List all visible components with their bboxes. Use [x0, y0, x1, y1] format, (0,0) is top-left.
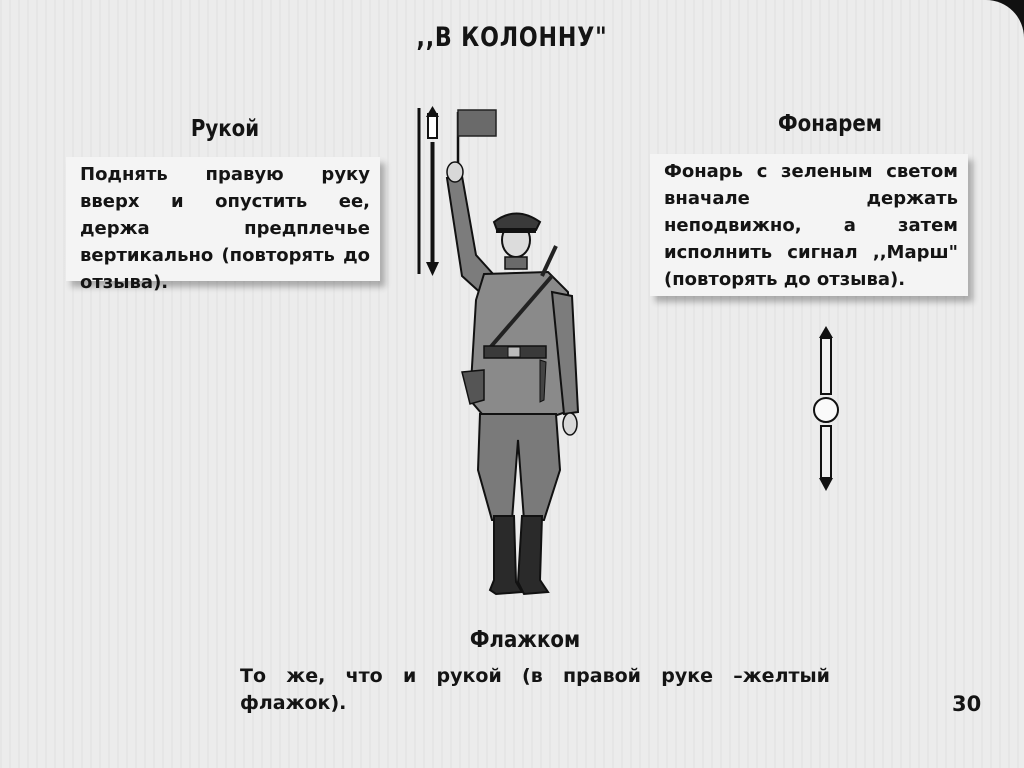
soldier-illustration: [447, 110, 578, 594]
page-number: 30: [952, 692, 982, 716]
flag-text: То же, что и рукой (в правой руке –желтый флажок).: [240, 665, 830, 714]
lantern-text: Фонарь с зеленым светом вначале держать неподвижно, а затем исполнить сигнал ,,Марш" (повторять до отзыва).: [664, 161, 958, 290]
page-title: ,,В КОЛОННУ": [416, 22, 608, 53]
lantern-signal-icon: [814, 326, 838, 491]
hand-heading: Рукой: [190, 116, 260, 142]
hand-text: Поднять правую руку вверх и опустить ее, держа предплечье вертикально (повторять до отзыва).: [80, 164, 370, 293]
flag-heading: Флажком: [469, 627, 581, 653]
lantern-heading: Фонарем: [778, 111, 882, 137]
hand-signal-arrow-icon: [419, 106, 439, 276]
